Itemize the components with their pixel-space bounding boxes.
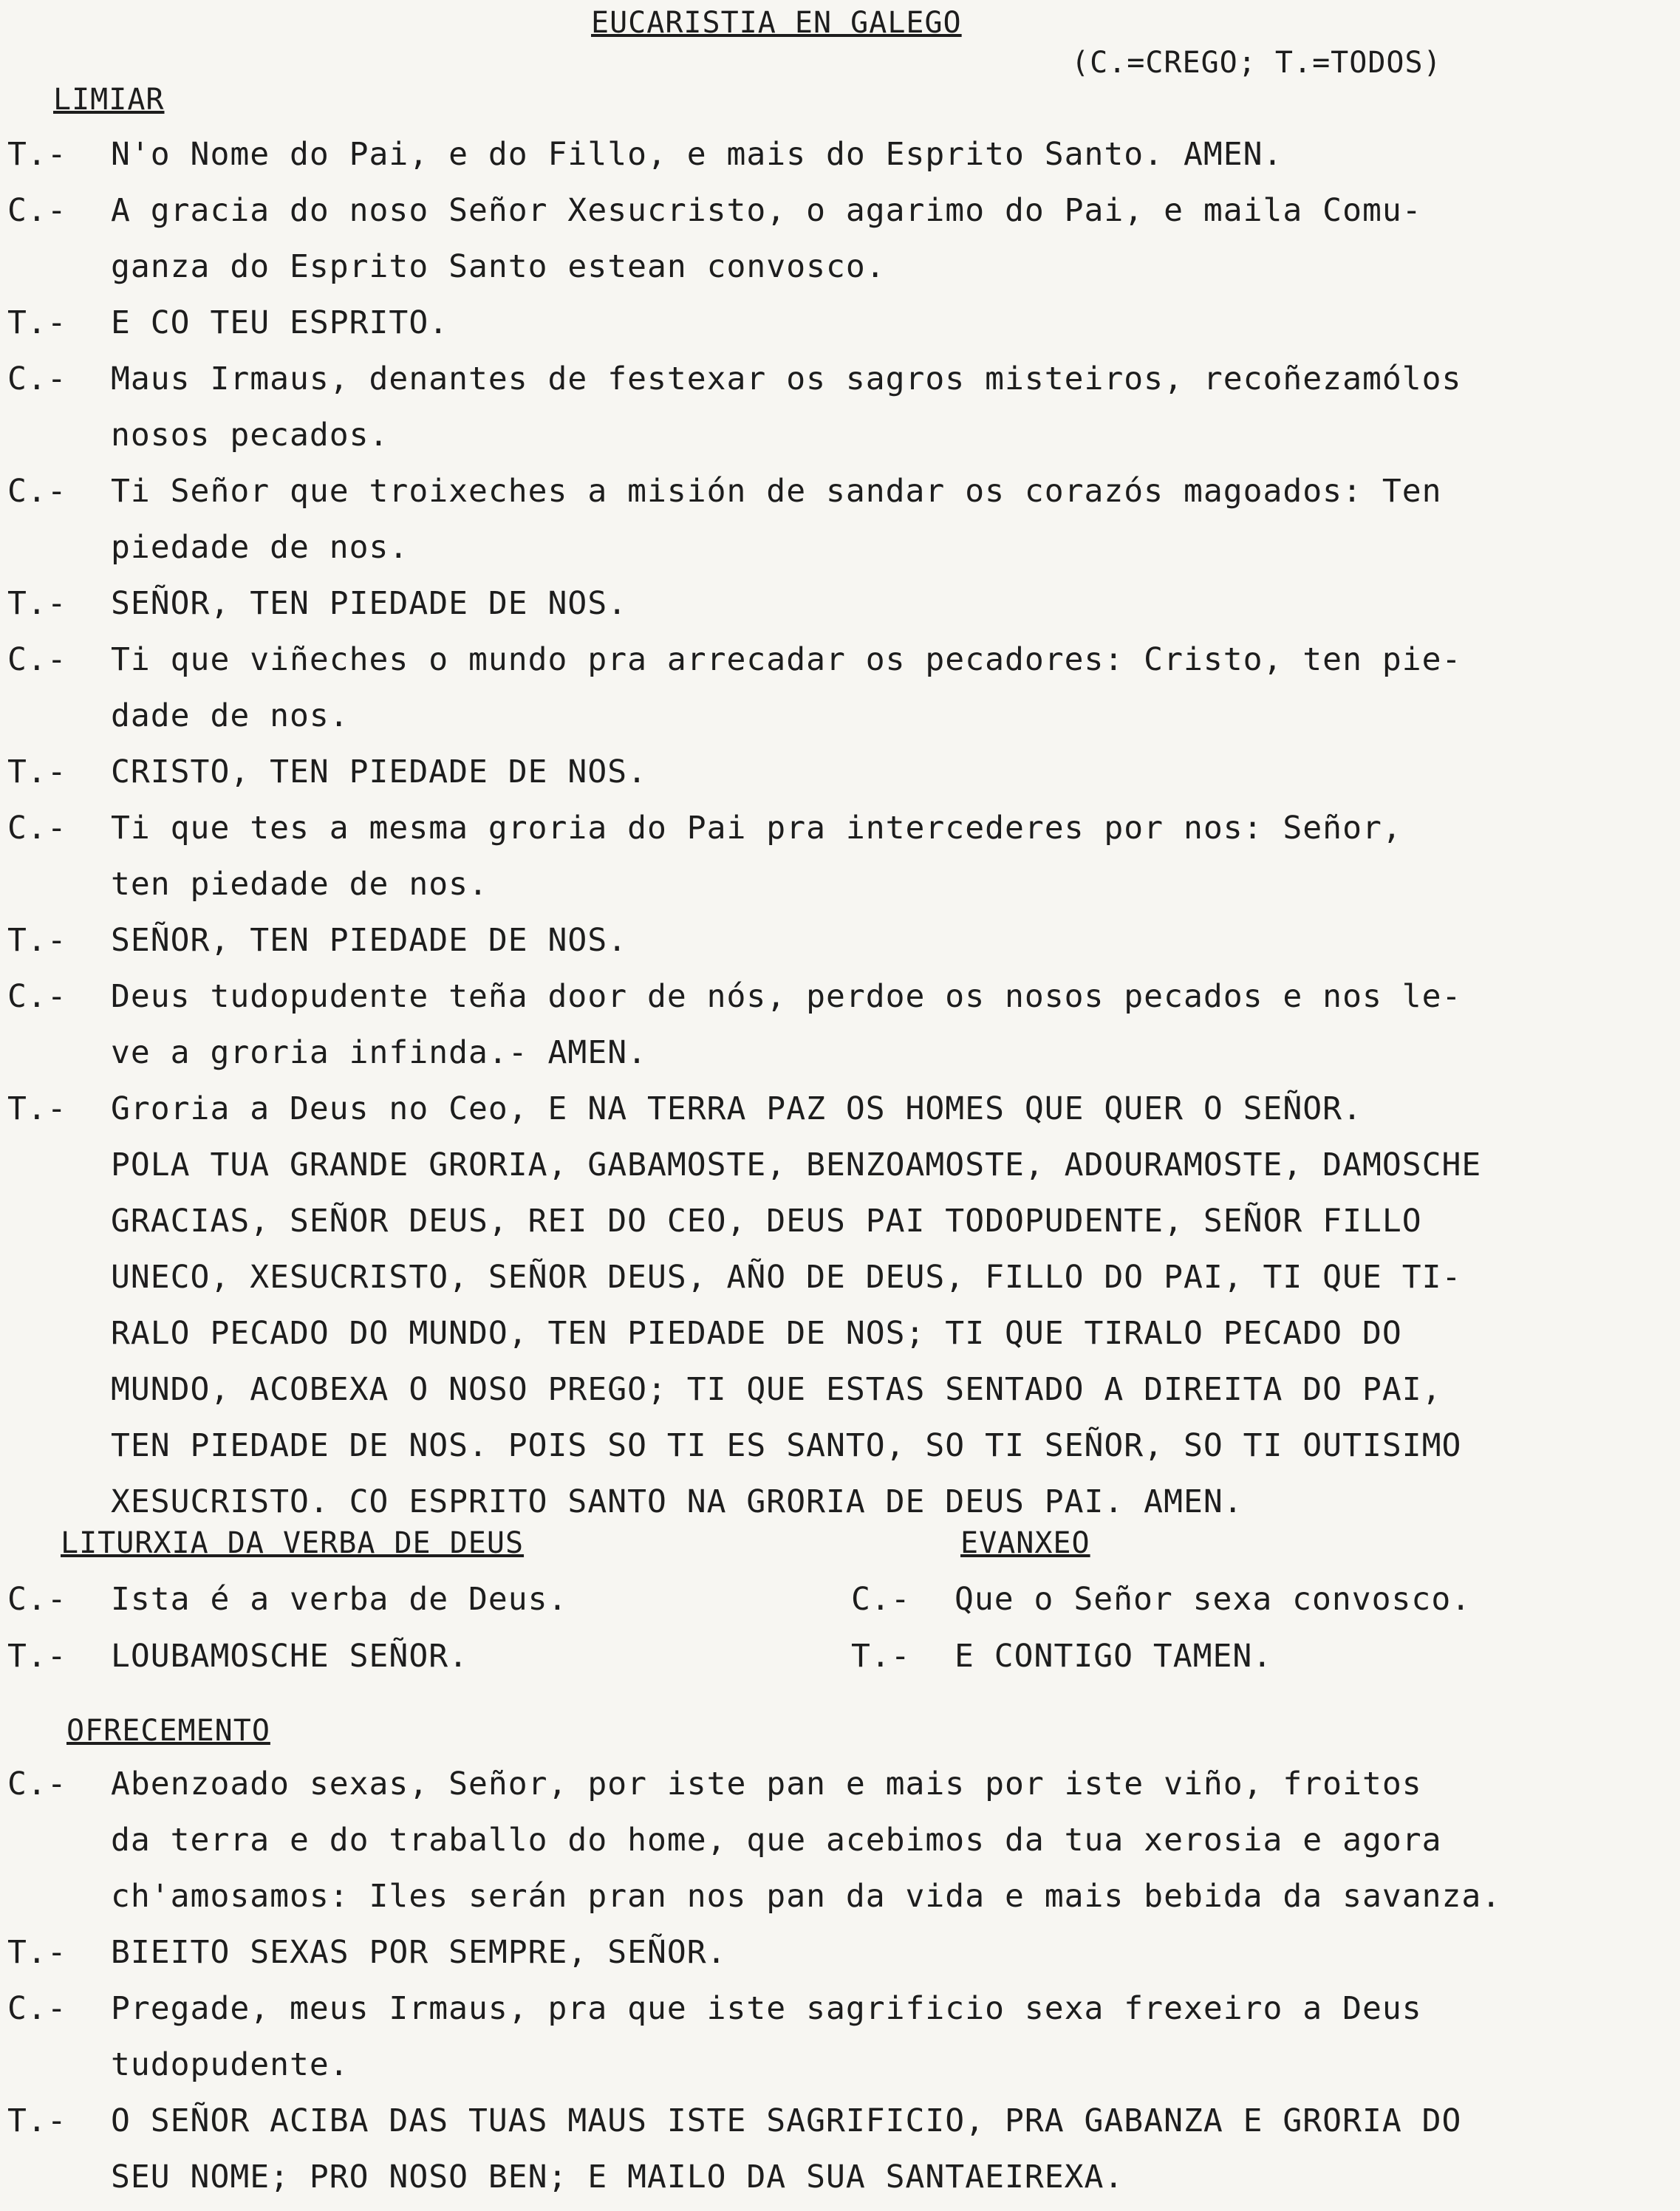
line-text: RALO PECADO DO MUNDO, TEN PIEDADE DE NOS; TI QUE TIRALO PECADO DO (111, 1315, 1402, 1352)
line-text: LOUBAMOSCHE SEÑOR. (111, 1638, 468, 1675)
line-text: A gracia do noso Señor Xesucristo, o agarimo do Pai, e maila Comu- (111, 192, 1422, 229)
speaker-label: T.- (7, 1090, 67, 1127)
speaker-label: T.- (7, 922, 67, 959)
line-text: BIEITO SEXAS POR SEMPRE, SEÑOR. (111, 1934, 727, 1971)
line-text: GRACIAS, SEÑOR DEUS, REI DO CEO, DEUS PAI TODOPUDENTE, SEÑOR FILLO (111, 1203, 1422, 1240)
speaker-label: T.- (7, 753, 67, 790)
section-heading-liturxia: LITURXIA DA VERBA DE DEUS (61, 1526, 525, 1560)
line-text: N'o Nome do Pai, e do Fillo, e mais do Esprito Santo. AMEN. (111, 136, 1283, 173)
line-text: Abenzoado sexas, Señor, por iste pan e mais por iste viño, froitos (111, 1766, 1422, 1802)
line-text: Ti que viñeches o mundo pra arrecadar os pecadores: Cristo, ten pie- (111, 641, 1462, 678)
line-text: E CONTIGO TAMEN. (955, 1638, 1273, 1675)
line-text: Ti que tes a mesma groria do Pai pra intercederes por nos: Señor, (111, 810, 1402, 847)
speaker-label: C.- (7, 473, 67, 510)
line-text: da terra e do traballo do home, que acebimos da tua xerosia e agora (111, 1822, 1442, 1859)
line-text: ch'amosamos: Iles serán pran nos pan da vida e mais bebida da savanza. (111, 1878, 1502, 1915)
speaker-label: T.- (851, 1638, 911, 1675)
line-text: Groria a Deus no Ceo, E NA TERRA PAZ OS HOMES QUE QUER O SEÑOR. (111, 1090, 1362, 1127)
line-text: nosos pecados. (111, 417, 389, 454)
speaker-label: C.- (7, 1766, 67, 1802)
line-text: SEU NOME; PRO NOSO BEN; E MAILO DA SUA SANTAEIREXA. (111, 2159, 1124, 2195)
line-text: ten piedade de nos. (111, 866, 488, 903)
line-text: Maus Irmaus, denantes de festexar os sagros misteiros, recoñezamólos (111, 360, 1462, 397)
speaker-label: T.- (7, 585, 67, 622)
speaker-label: T.- (7, 1934, 67, 1971)
line-text: XESUCRISTO. CO ESPRITO SANTO NA GRORIA DE DEUS PAI. AMEN. (111, 1483, 1243, 1520)
line-text: Pregade, meus Irmaus, pra que iste sagrificio sexa frexeiro a Deus (111, 1990, 1422, 2027)
line-text: tudopudente. (111, 2046, 349, 2083)
line-text: Deus tudopudente teña door de nós, perdoe os nosos pecados e nos le- (111, 978, 1462, 1015)
line-text: ganza do Esprito Santo estean convosco. (111, 248, 886, 285)
speaker-label: C.- (7, 1581, 67, 1618)
line-text: SEÑOR, TEN PIEDADE DE NOS. (111, 922, 628, 959)
line-text: POLA TUA GRANDE GRORIA, GABAMOSTE, BENZOAMOSTE, ADOURAMOSTE, DAMOSCHE (111, 1146, 1482, 1183)
speaker-label: T.- (7, 304, 67, 341)
document-title: EUCARISTIA EN GALEGO (591, 6, 962, 40)
speaker-label: T.- (7, 2102, 67, 2139)
section-heading-ofrecemento: OFRECEMENTO (66, 1714, 270, 1748)
line-text: dade de nos. (111, 697, 349, 734)
line-text: ve a groria infinda.- AMEN. (111, 1034, 647, 1071)
line-text: SEÑOR, TEN PIEDADE DE NOS. (111, 585, 628, 622)
line-text: TEN PIEDADE DE NOS. POIS SO TI ES SANTO, SO TI SEÑOR, SO TI OUTISIMO (111, 1427, 1462, 1464)
line-text: Ti Señor que troixeches a misión de sandar os corazós magoados: Ten (111, 473, 1442, 510)
section-heading-limiar: LIMIAR (53, 83, 165, 117)
speaker-label: C.- (7, 810, 67, 847)
line-text: CRISTO, TEN PIEDADE DE NOS. (111, 753, 647, 790)
line-text: piedade de nos. (111, 529, 409, 566)
line-text: E CO TEU ESPRITO. (111, 304, 449, 341)
speaker-label: C.- (7, 1990, 67, 2027)
speaker-legend: (C.=CREGO; T.=TODOS) (1071, 46, 1442, 80)
speaker-label: C.- (7, 978, 67, 1015)
speaker-label: C.- (7, 192, 67, 229)
line-text: Que o Señor sexa convosco. (955, 1581, 1472, 1618)
speaker-label: C.- (7, 360, 67, 397)
speaker-label: C.- (851, 1581, 911, 1618)
line-text: Ista é a verba de Deus. (111, 1581, 568, 1618)
line-text: O SEÑOR ACIBA DAS TUAS MAUS ISTE SAGRIFICIO, PRA GABANZA E GRORIA DO (111, 2102, 1462, 2139)
line-text: UNECO, XESUCRISTO, SEÑOR DEUS, AÑO DE DEUS, FILLO DO PAI, TI QUE TI- (111, 1259, 1462, 1296)
speaker-label: T.- (7, 1638, 67, 1675)
section-heading-evanxeo: EVANXEO (960, 1526, 1090, 1560)
speaker-label: T.- (7, 136, 67, 173)
speaker-label: C.- (7, 641, 67, 678)
line-text: MUNDO, ACOBEXA O NOSO PREGO; TI QUE ESTAS SENTADO A DIREITA DO PAI, (111, 1371, 1442, 1408)
